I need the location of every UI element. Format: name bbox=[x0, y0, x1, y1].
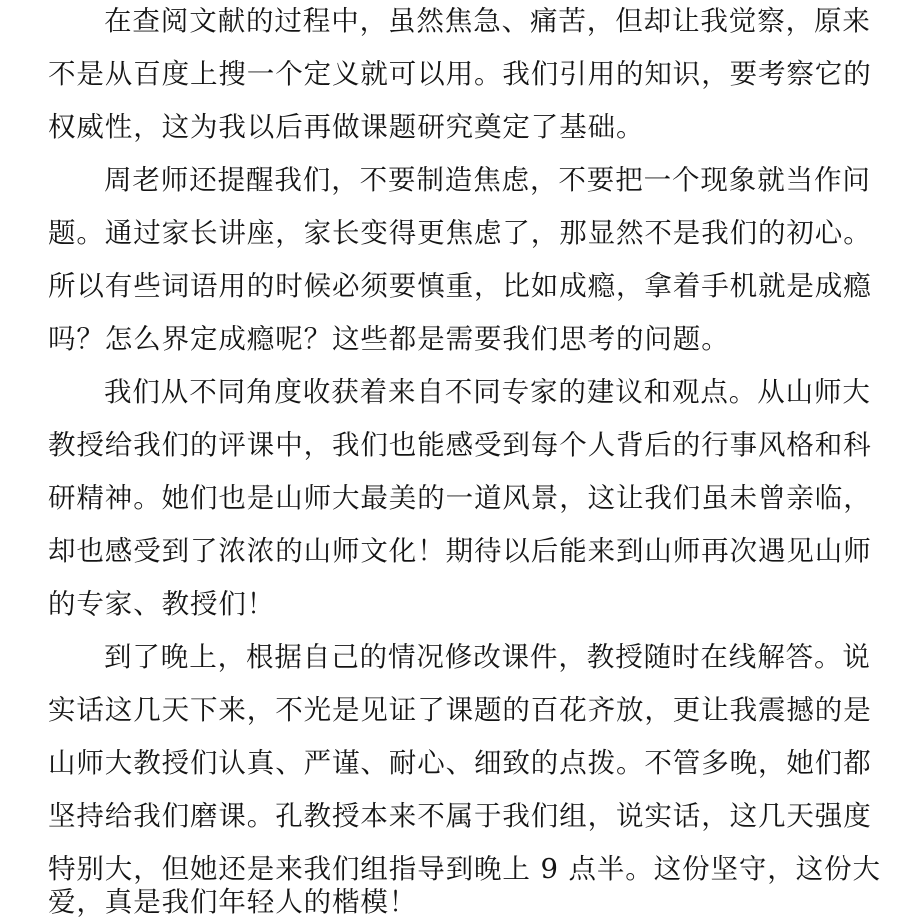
text-line: 我们从不同角度收获着来自不同专家的建议和观点。从山师大 bbox=[104, 376, 871, 408]
text-line: 坚持给我们磨课。孔教授本来不属于我们组，说实话，这几天强度 bbox=[48, 800, 872, 832]
text-line: 山师大教授们认真、严谨、耐心、细致的点拨。不管多晚，她们都 bbox=[48, 747, 872, 779]
text-line: 周老师还提醒我们，不要制造焦虑，不要把一个现象就当作问 bbox=[104, 164, 871, 196]
text-line: 不是从百度上搜一个定义就可以用。我们引用的知识，要考察它的 bbox=[48, 58, 872, 90]
text-line: 权威性，这为我以后再做课题研究奠定了基础。 bbox=[48, 111, 645, 143]
text-line: 研精神。她们也是山师大最美的一道风景，这让我们虽未曾亲临， bbox=[48, 482, 872, 514]
text-line: 到了晚上，根据自己的情况修改课件，教授随时在线解答。说 bbox=[104, 641, 871, 673]
text-line: 实话这几天下来，不光是见证了课题的百花齐放，更让我震撼的是 bbox=[48, 694, 872, 726]
text-line: 在查阅文献的过程中，虽然焦急、痛苦，但却让我觉察，原来 bbox=[104, 5, 871, 37]
text-line: 吗？怎么界定成瘾呢？这些都是需要我们思考的问题。 bbox=[48, 323, 730, 355]
text-line: 题。通过家长讲座，家长变得更焦虑了，那显然不是我们的初心。 bbox=[48, 217, 872, 249]
text-line: 的专家、教授们！ bbox=[48, 588, 276, 620]
text-line: 教授给我们的评课中，我们也能感受到每个人背后的行事风格和科 bbox=[48, 429, 872, 461]
text-line: 却也感受到了浓浓的山师文化！期待以后能来到山师再次遇见山师 bbox=[48, 535, 872, 567]
text-line: 爱，真是我们年轻人的楷模！ bbox=[48, 886, 418, 918]
text-line: 所以有些词语用的时候必须要慎重，比如成瘾，拿着手机就是成瘾 bbox=[48, 270, 872, 302]
text-line: 特别大，但她还是来我们组指导到晚上 9 点半。这份坚守，这份大 bbox=[48, 853, 881, 885]
